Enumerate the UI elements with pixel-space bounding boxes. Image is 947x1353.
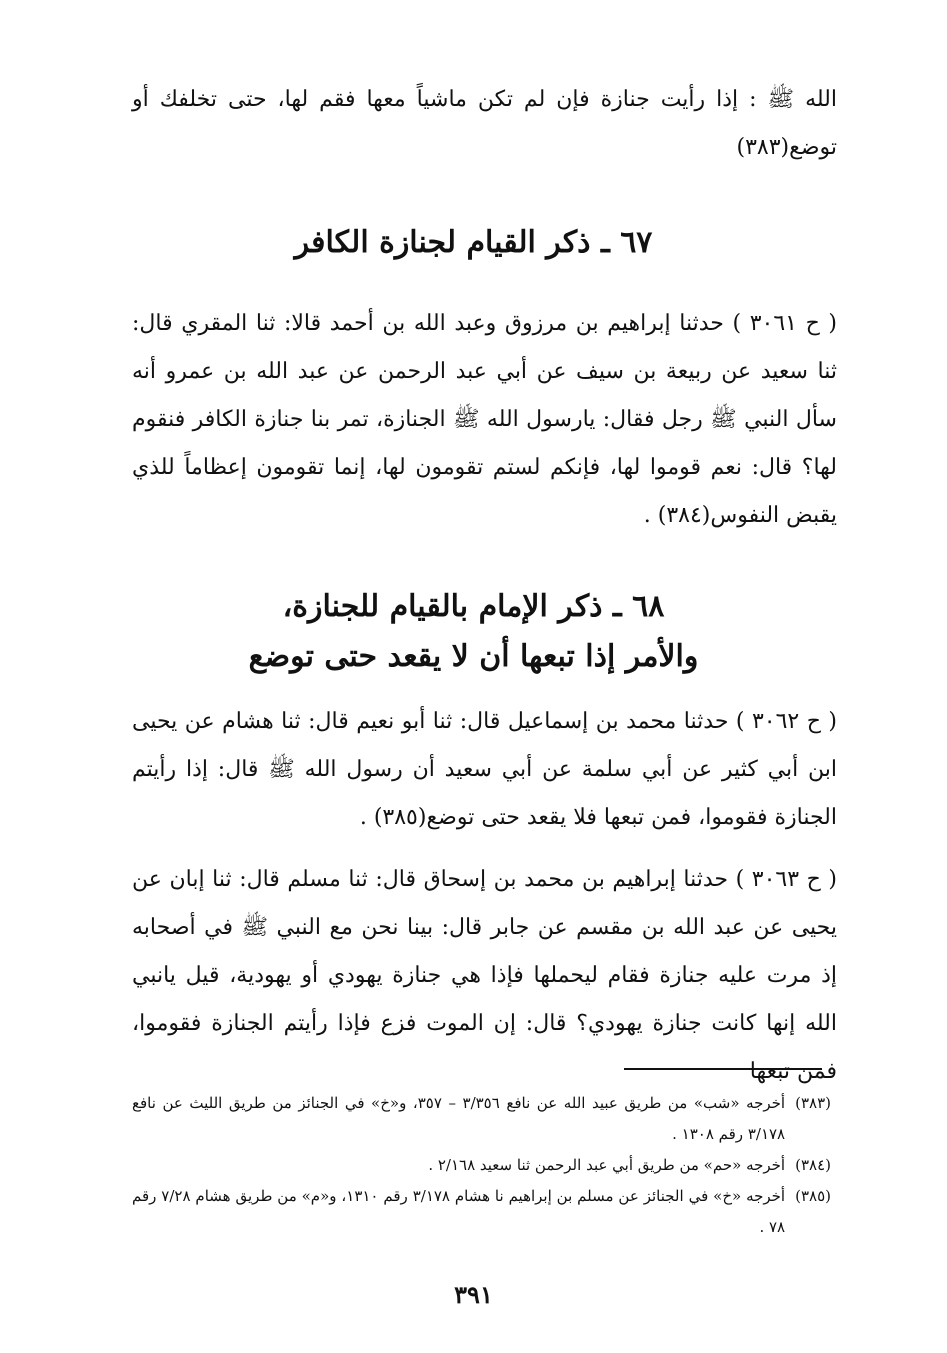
footnote-divider — [624, 1068, 822, 1070]
section-68-heading — [100, 582, 847, 682]
top-paragraph: الله ﷺ : إذا رأيت جنازة فإن لم تكن ماشياً معها فقم لها، حتى تخلفك أو توضع(٣٨٣) — [132, 87, 837, 160]
section-68-heading-line1: ٦٨ ـ ذكر الإمام بالقيام للجنازة، — [282, 589, 665, 624]
section-68-heading-line2: والأمر إذا تبعها أن لا يقعد حتى توضع — [248, 639, 699, 674]
page-number: ٣٩١ — [454, 1280, 493, 1309]
footnote-385: (٣٨٥) أخرجه «خ» في الجنائز عن مسلم بن إبراهيم نا هشام ٣/١٧٨ رقم ١٣١٠، و«م» من طريق هشام ٧/٢٨ رقم ٧٨ . — [132, 1187, 831, 1236]
hadith-3061: ( ح ٣٠٦١ ) حدثنا إبراهيم بن مرزوق وعبد الله بن أحمد قالا: ثنا المقري قال: ثنا سعيد عن ربيعة بن سيف عن أبي عبد الرحمن عن عبد الله بن عمرو أنه سأل النبي ﷺ رجل فقال: يارسول الله ﷺ الجنازة، تمر بنا جنازة الكافر فنقوم لها؟ قال: نعم قوموا لها، فإنكم لستم تقومون لها، إنما تقومون إعظاماً للذي يقبض النفوس(٣٨٤) . — [132, 311, 837, 528]
footnotes — [132, 1088, 831, 1243]
hadith-3062: ( ح ٣٠٦٢ ) حدثنا محمد بن إسماعيل قال: ثنا أبو نعيم قال: ثنا هشام عن يحيى ابن أبي كثير عن أبي سلمة عن أبي سعيد أن رسول الله ﷺ قال: إذا رأيتم الجنازة فقوموا، فمن تبعها فلا يقعد حتى توضع(٣٨٥) . — [132, 709, 837, 830]
hadith-3063: ( ح ٣٠٦٣ ) حدثنا إبراهيم بن محمد بن إسحاق قال: ثنا مسلم قال: ثنا إبان عن يحيى عن عبد الله بن مقسم عن جابر قال: بينا نحن مع النبي ﷺ في أصحابه إذ مرت عليه جنازة فقام ليحملها فإذا هي جنازة يهودي أو يهودية، قيل يانبي الله إنها كانت جنازة يهودي؟ قال: إن الموت فزع فإذا رأيتم الجنازة فقوموا، فمن تبعها — [132, 867, 837, 1084]
footnote-383: (٣٨٣) أخرجه «شب» من طريق عبيد الله عن نافع ٣/٣٥٦ – ٣٥٧، و«خ» في الجنائز من طريق الليث عن نافع ٣/١٧٨ رقم ١٣٠٨ . — [132, 1094, 831, 1143]
section-67-heading: ٦٧ ـ ذكر القيام لجنازة الكافر — [294, 225, 653, 260]
footnote-384: (٣٨٤) أخرجه «حم» من طريق أبي عبد الرحمن ثنا سعيد ٢/١٦٨ . — [428, 1156, 831, 1174]
